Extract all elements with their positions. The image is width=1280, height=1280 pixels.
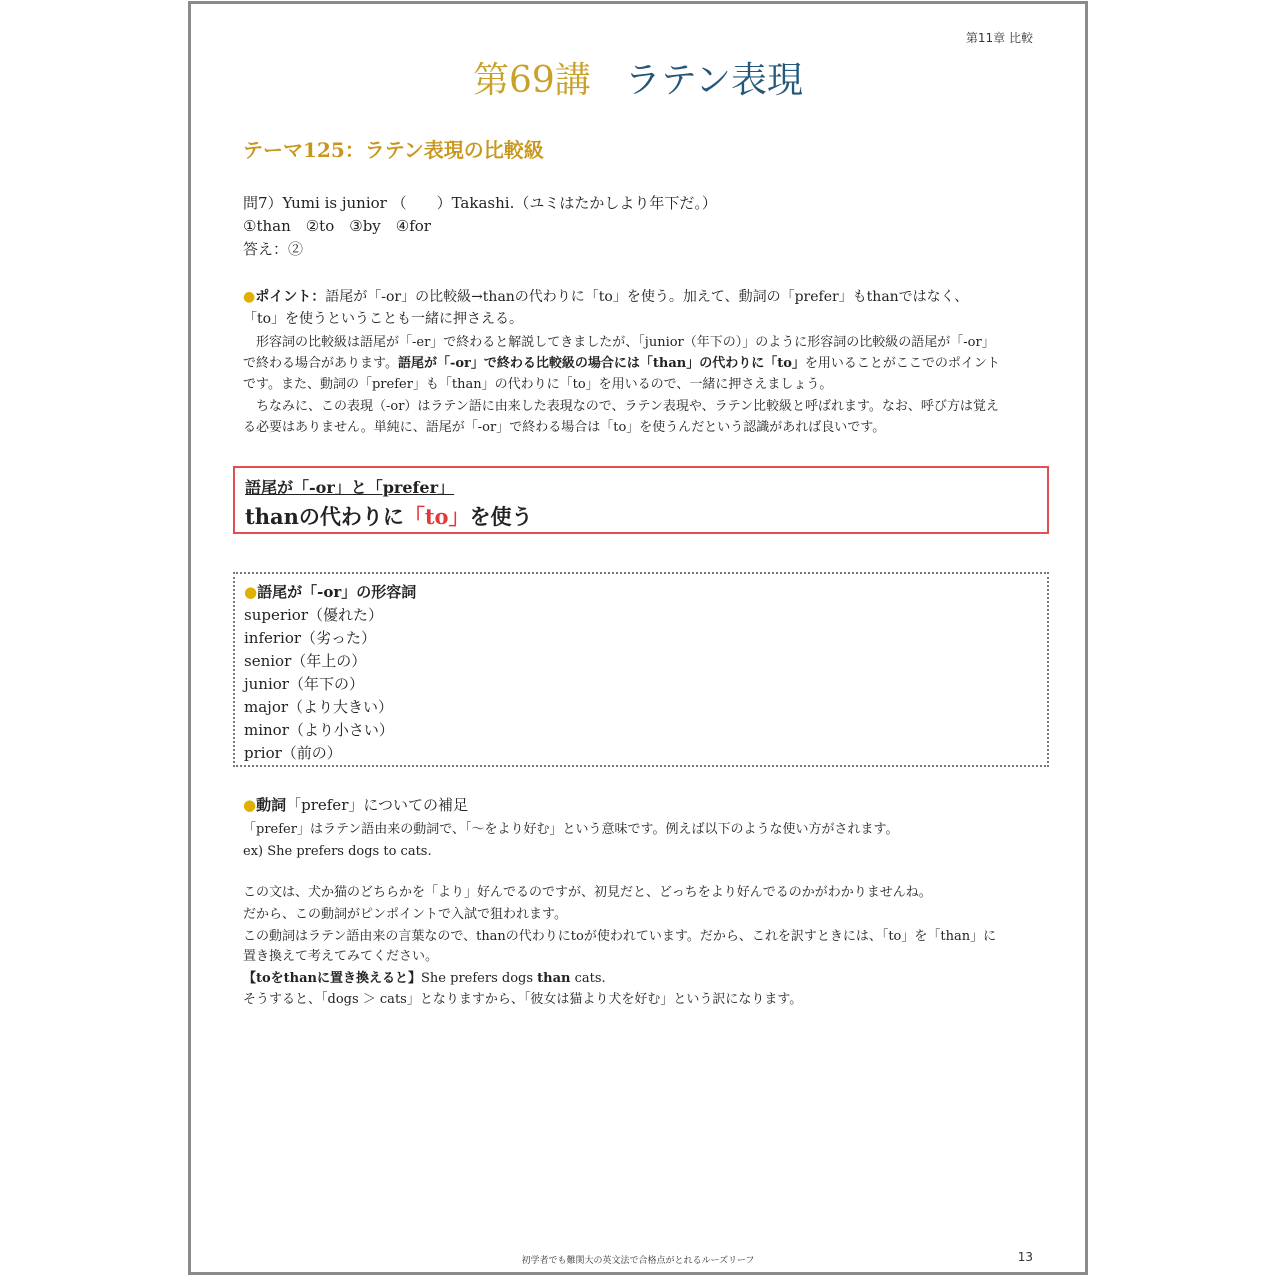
prefer-line-3: この文は、犬か猫のどちらかを「より」好んでるのですが、初見だと、どっちをより好んでるのかがわかりませんね。 — [243, 885, 932, 900]
footer-text: 初学者でも難関大の英文法で合格点がとれるルーズリーフ — [521, 1256, 755, 1266]
point-paragraph-1a: 形容詞の比較級は語尾が「-er」で終わると解説してきましたが、「junior（年下の）」のように形容詞の比較級の語尾が「-or」 — [243, 335, 995, 350]
list-item: minor（より小さい） — [244, 721, 394, 739]
prefer-line-5: この動詞はラテン語由来の言葉なので、thanの代わりにtoが使われています。だから、これを訳すときには、「to」を「than」に — [243, 929, 997, 944]
adjective-box-heading: ●語尾が「-or」の形容詞 — [244, 583, 417, 601]
point-paragraph-1b: で終わる場合があります。語尾が「-or」で終わる比較級の場合には「than」の代わりに「to」を用いることがここでのポイント — [243, 356, 1000, 371]
list-item: junior（年下の） — [244, 675, 364, 693]
rule-box — [233, 466, 1049, 534]
list-item: inferior（劣った） — [244, 629, 377, 647]
page-number: 13 — [1017, 1250, 1033, 1264]
point-paragraph-2b: る必要はありません。単純に、語尾が「-or」で終わる場合は「to」を使うんだという認識があれば良いです。 — [243, 420, 886, 435]
prefer-heading: ●動詞「prefer」についての補足 — [243, 796, 469, 814]
rule-box-line-2: thanの代わりに「to」を使う — [245, 504, 533, 529]
question-answer: 答え：② — [243, 240, 304, 258]
point-paragraph-1c: です。また、動詞の「prefer」も「than」の代わりに「to」を用いるので、一緒に押さえましょう。 — [243, 377, 833, 392]
list-item: prior（前の） — [244, 744, 342, 762]
chapter-label: 第11章 比較 — [965, 31, 1033, 45]
lesson-title — [191, 52, 1085, 103]
question-choices: ①than ②to ③by ④for — [243, 217, 431, 235]
adjective-list — [244, 604, 394, 765]
theme-heading: テーマ125：ラテン表現の比較級 — [243, 138, 544, 162]
prefer-line-4: だから、この動詞がピンポイントで入試で狙われます。 — [243, 907, 567, 922]
bullet-icon: ● — [243, 289, 256, 305]
question-text: 問7）Yumi is junior （ ）Takashi.（ユミはたかしより年下だ。） — [243, 194, 717, 212]
adjective-box — [233, 572, 1049, 767]
point-paragraph-2a: ちなみに、この表現（-or）はラテン語に由来した表現なので、ラテン表現や、ラテン比較級と呼ばれます。なお、呼び方は覚え — [243, 399, 999, 414]
bullet-icon: ● — [243, 796, 257, 814]
lesson-number: 第69講 — [472, 60, 591, 101]
lesson-name: ラテン表現 — [624, 60, 803, 101]
point-line-2: 「to」を使うということも一緒に押さえる。 — [243, 311, 524, 327]
document-page — [188, 1, 1088, 1275]
prefer-line-8: そうすると、「dogs ＞ cats」となりますから、「彼女は猫より犬を好む」という訳になります。 — [243, 992, 803, 1007]
bullet-icon: ● — [244, 583, 258, 601]
point-label: ポイント： — [255, 289, 326, 305]
point-line-1: ●ポイント：語尾が「-or」の比較級→thanの代わりに「to」を使う。加えて、動詞の「prefer」もthanではなく、 — [243, 289, 969, 305]
prefer-example: ex) She prefers dogs to cats. — [243, 844, 432, 859]
list-item: superior（優れた） — [244, 606, 384, 624]
rule-box-line-1: 語尾が「-or」と「prefer」 — [245, 478, 455, 497]
list-item: senior（年上の） — [244, 652, 367, 670]
prefer-line-6: 置き換えて考えてみてください。 — [243, 949, 439, 964]
list-item: major（より大きい） — [244, 698, 394, 716]
prefer-line-7: 【toをthanに置き換えると】She prefers dogs than cats. — [243, 971, 606, 986]
prefer-line-1: 「prefer」はラテン語由来の動詞で、「～をより好む」という意味です。例えば以下のような使い方がされます。 — [243, 822, 899, 837]
